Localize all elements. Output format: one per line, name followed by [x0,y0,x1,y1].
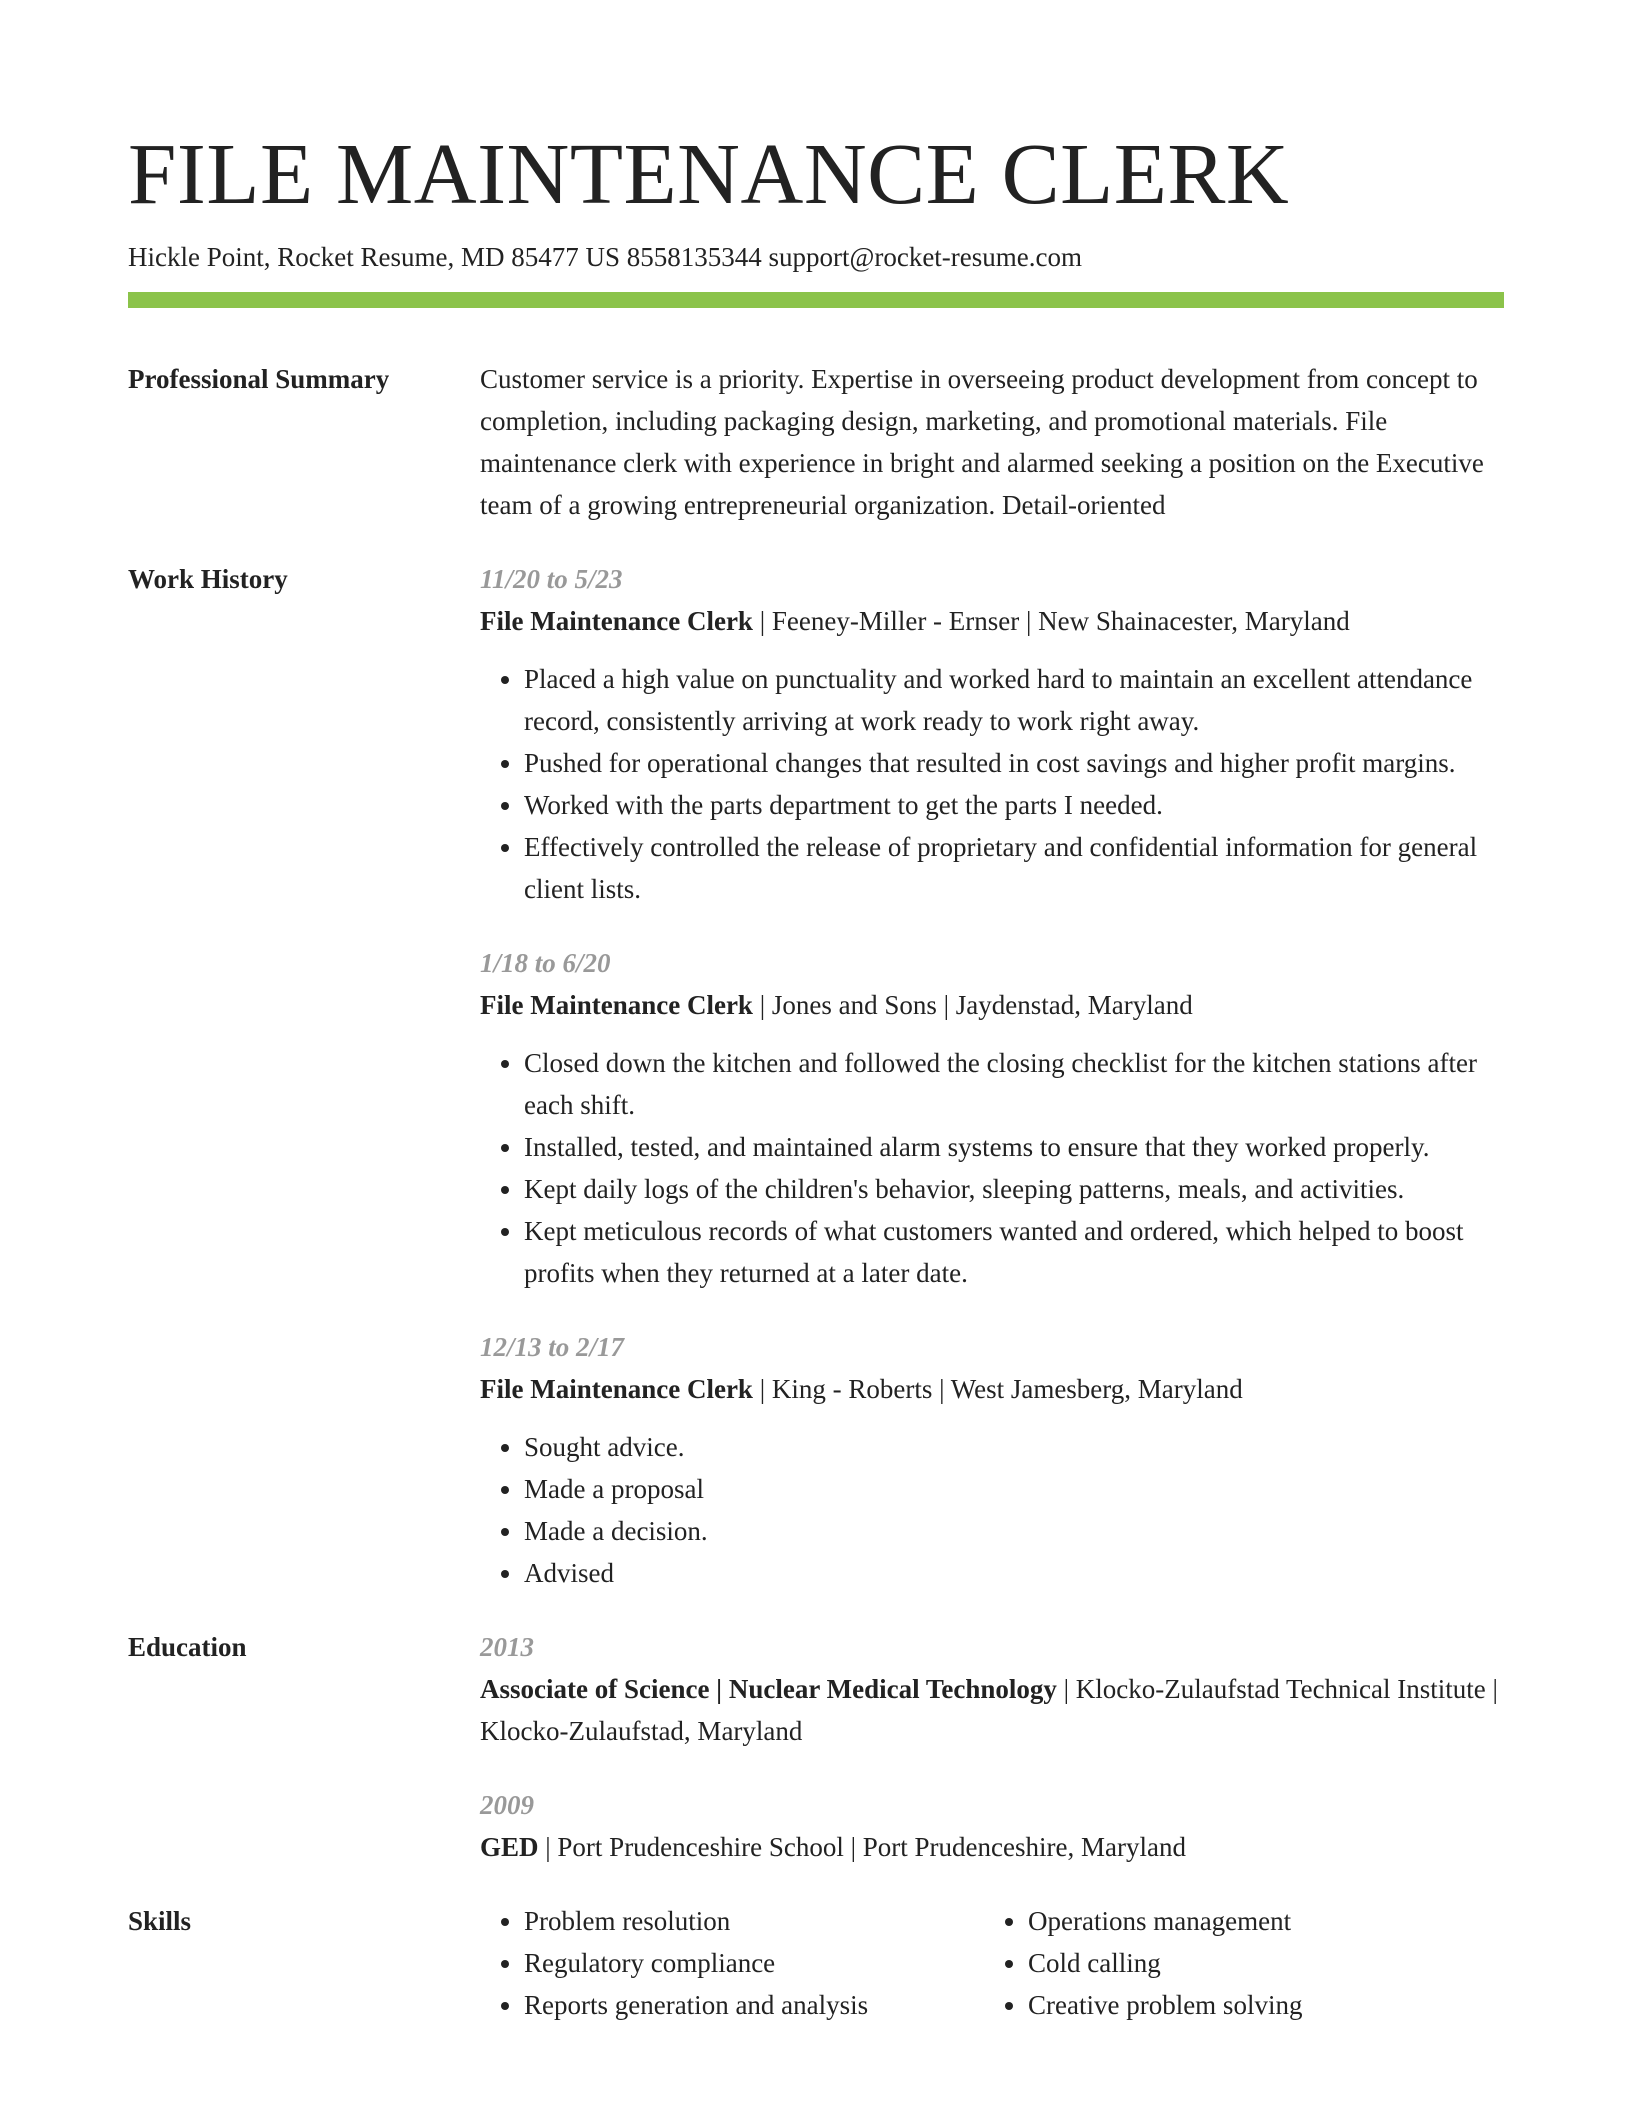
job-details: | Jones and Sons | Jaydenstad, Maryland [752,990,1193,1020]
skill-item: • Operations management [1028,1900,1488,1942]
skills-body [480,1900,1504,2026]
work-history-title: Work History [128,564,288,594]
education-line [480,1668,1504,1752]
job-bullet: • Made a decision. [524,1510,1504,1552]
contact-line [128,239,1504,275]
job-role-line [480,984,1504,1026]
skill-item: • Reports generation and analysis [524,1984,984,2026]
job-bullet: • Kept meticulous records of what customers wanted and ordered, which helped to boost profits when they returned at a later date. [524,1210,1504,1294]
job-details: | King - Roberts | West Jamesberg, Maryland [752,1374,1243,1404]
job-role: File Maintenance Clerk [480,1374,753,1404]
skills-section [128,1900,1504,2026]
education-details: | Klocko-Zulaufstad Technical Institute | Klocko-Zulaufstad, Maryland [480,1674,1498,1746]
job-role: File Maintenance Clerk [480,990,753,1020]
job-details: | Feeney-Miller - Ernser | New Shainacester, Maryland [752,606,1350,636]
job-role: File Maintenance Clerk [480,606,753,636]
job-entry [480,942,1504,1294]
job-bullet: • Sought advice. [524,1426,1504,1468]
education-entry [480,1784,1504,1868]
contact-address: Hickle Point, Rocket Resume, MD 85477 US [128,242,620,272]
job-bullet: • Made a proposal [524,1468,1504,1510]
education-degree: GED [480,1832,539,1862]
education-section [128,1626,1504,1868]
contact-email[interactable]: support@rocket-resume.com [768,242,1083,272]
job-dates: 1/18 to 6/20 [480,948,611,978]
skills-title: Skills [128,1906,192,1936]
summary-text: Customer service is a priority. Expertise in overseeing product development from concept to completion, including packaging design, marketing, and promotional materials. File maintenance clerk with experience in bright and alarmed seeking a position on the Executive team of a growing entrepreneurial organization. Detail-oriented [480,364,1484,520]
work-history-body [480,558,1504,1594]
job-entry [480,1326,1504,1594]
work-history-section [128,558,1504,1594]
education-entry [480,1626,1504,1752]
education-year: 2013 [480,1632,534,1662]
education-degree: Associate of Science | Nuclear Medical Technology [480,1674,1057,1704]
job-role-line [480,1368,1504,1410]
education-body [480,1626,1504,1868]
job-dates: 12/13 to 2/17 [480,1332,625,1362]
education-details: | Port Prudenceshire School | Port Prudenceshire, Maryland [538,1832,1186,1862]
job-bullet: • Placed a high value on punctuality and worked hard to maintain an excellent attendance record, consistently arriving at work ready to work right away. [524,658,1504,742]
job-role-line [480,600,1504,642]
job-bullet: • Kept daily logs of the children's behavior, sleeping patterns, meals, and activities. [524,1168,1504,1210]
education-line [480,1826,1504,1868]
skill-item: • Problem resolution [524,1900,984,1942]
job-bullet: • Effectively controlled the release of proprietary and confidential information for general client lists. [524,826,1504,910]
summary-title: Professional Summary [128,364,390,394]
skills-list-left [480,1900,984,2026]
education-year: 2009 [480,1790,534,1820]
skill-item: • Regulatory compliance [524,1942,984,1984]
header-divider [128,292,1504,308]
job-entry [480,558,1504,910]
contact-phone: 8558135344 [626,242,762,272]
resume-page [128,118,1504,2026]
skills-columns [480,1900,1504,2026]
skill-item: • Cold calling [1028,1942,1488,1984]
job-bullets [480,1042,1504,1294]
job-bullets [480,658,1504,910]
education-title: Education [128,1632,247,1662]
job-bullet: • Pushed for operational changes that resulted in cost savings and higher profit margins. [524,742,1504,784]
summary-section [128,358,1504,526]
job-bullets [480,1426,1504,1594]
job-dates: 11/20 to 5/23 [480,564,623,594]
job-bullet: • Installed, tested, and maintained alarm systems to ensure that they worked properly. [524,1126,1504,1168]
job-bullet: • Advised [524,1552,1504,1594]
job-bullet: • Worked with the parts department to get the parts I needed. [524,784,1504,826]
job-bullet: • Closed down the kitchen and followed the closing checklist for the kitchen stations after each shift. [524,1042,1504,1126]
skill-item: • Creative problem solving [1028,1984,1488,2026]
skills-list-right [984,1900,1488,2026]
resume-name-heading: FILE MAINTENANCE CLERK [128,125,1290,222]
